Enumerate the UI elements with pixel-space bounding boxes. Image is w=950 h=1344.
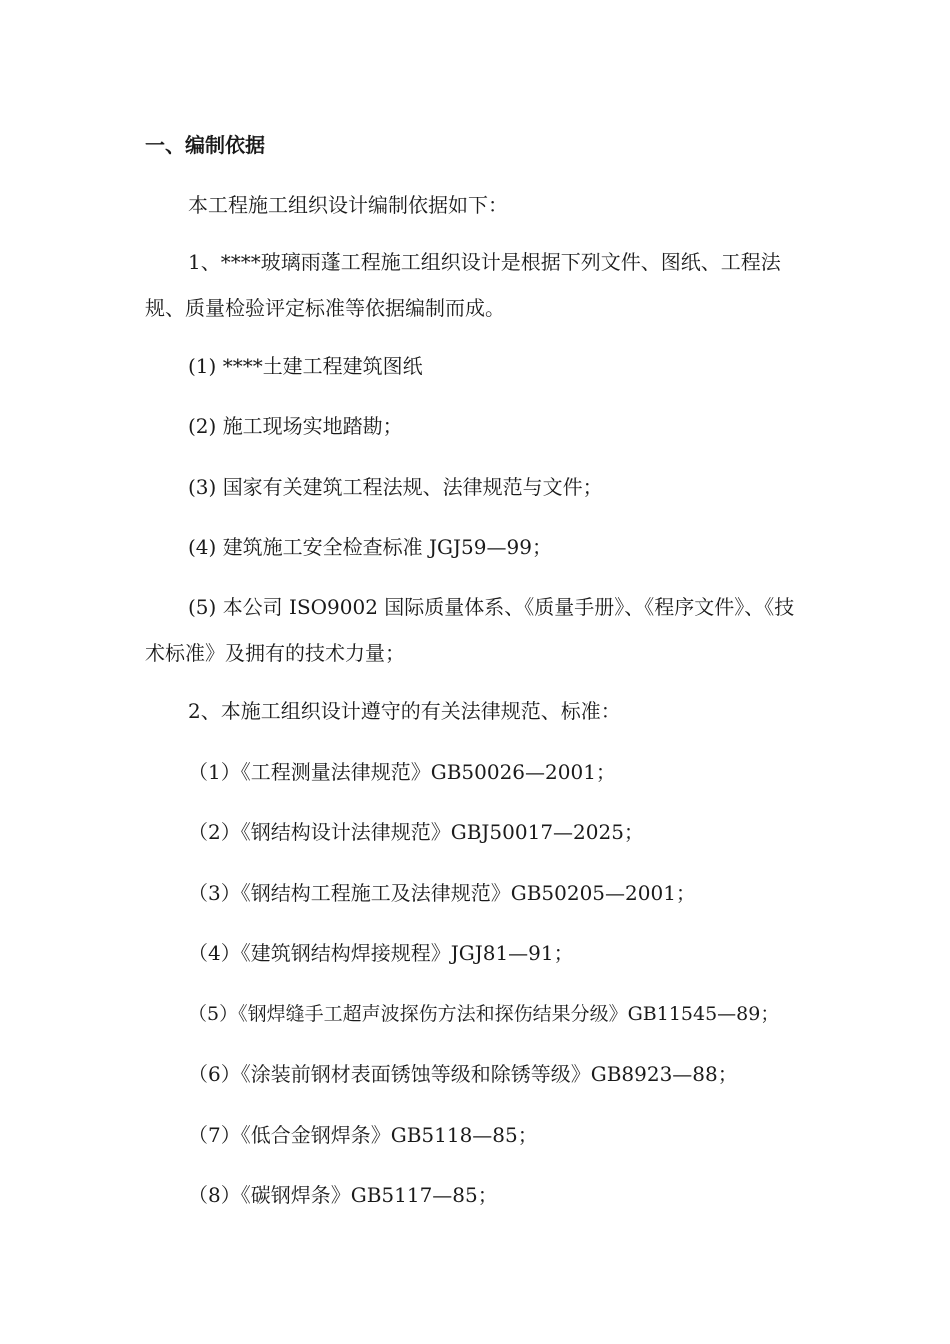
list-item-1-2: (2) 施工现场实地踏勘；: [188, 414, 403, 438]
list-item-2-8: （8）《碳钢焊条》GB5117—85；: [188, 1183, 498, 1207]
list-item-1-4: (4) 建筑施工安全检查标准 JGJ59—99；: [188, 535, 552, 559]
paragraph-basis-1: 1、****玻璃雨蓬工程施工组织设计是根据下列文件、图纸、工程法规、质量检验评定标准等依据编制而成。: [145, 250, 781, 320]
list-item-2-2: （2）《钢结构设计法律规范》GBJ50017—2025；: [188, 820, 644, 844]
list-item-2-4: （4）《建筑钢结构焊接规程》JGJ81—91；: [188, 941, 574, 965]
list-item-1-5: (5) 本公司 ISO9002 国际质量体系、《质量手册》、《程序文件》、《技术标准》及拥有的技术力量；: [145, 595, 795, 665]
list-item-2-3: （3）《钢结构工程施工及法律规范》GB50205—2001；: [188, 881, 696, 905]
paragraph-basis-2: 2、本施工组织设计遵守的有关法律规范、标准：: [188, 699, 621, 723]
list-item-2-7: （7）《低合金钢焊条》GB5118—85；: [188, 1123, 538, 1147]
section-heading: 一、编制依据: [145, 133, 265, 157]
paragraph-intro: 本工程施工组织设计编制依据如下：: [188, 193, 508, 217]
list-item-1-1: (1) ****土建工程建筑图纸: [188, 354, 423, 378]
list-item-2-5: （5）《钢焊缝手工超声波探伤方法和探伤结果分级》GB11545—89；: [188, 1003, 780, 1025]
list-item-1-3: (3) 国家有关建筑工程法规、法律规范与文件；: [188, 475, 603, 499]
list-item-2-1: （1）《工程测量法律规范》GB50026—2001；: [188, 760, 616, 784]
list-item-2-6: （6）《涂装前钢材表面锈蚀等级和除锈等级》GB8923—88；: [188, 1062, 738, 1086]
